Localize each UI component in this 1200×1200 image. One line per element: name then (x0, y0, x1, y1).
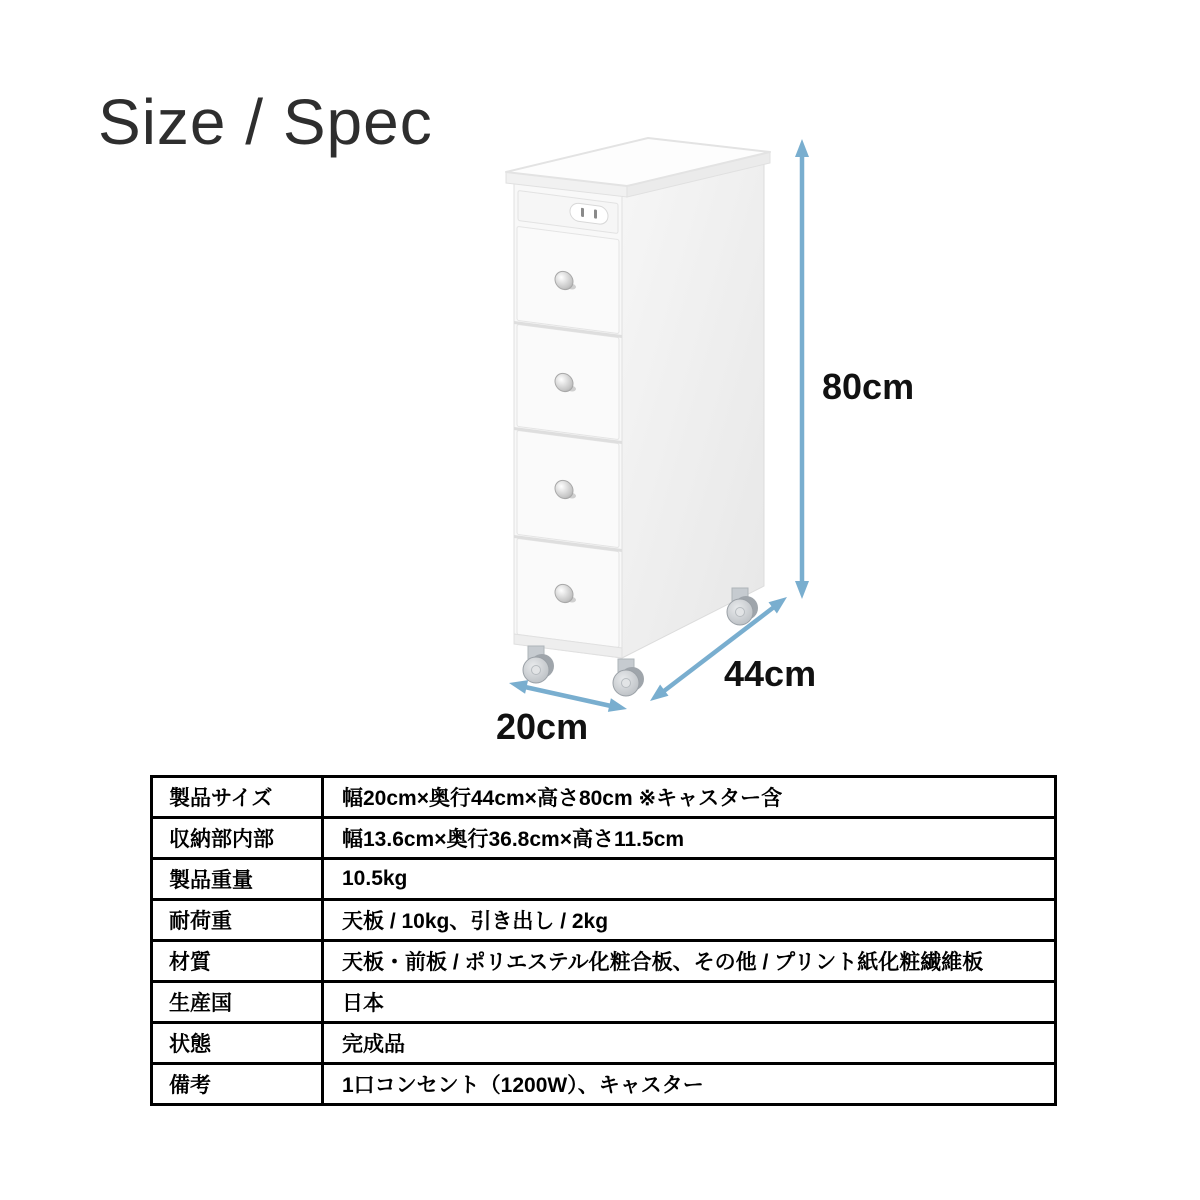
table-row (152, 982, 1056, 1023)
spec-value: 10.5kg (323, 859, 1056, 900)
spec-value: 天板・前板 / ポリエステル化粧合板、その他 / プリント紙化粧繊維板 (323, 941, 1056, 982)
table-row (152, 777, 1056, 818)
caster-wheel (523, 646, 554, 683)
spec-label: 耐荷重 (152, 900, 323, 941)
table-row (152, 900, 1056, 941)
spec-label: 材質 (152, 941, 323, 982)
table-row (152, 1064, 1056, 1105)
table-row (152, 818, 1056, 859)
spec-label: 製品サイズ (152, 777, 323, 818)
spec-value: 完成品 (323, 1023, 1056, 1064)
spec-value: 幅13.6cm×奥行36.8cm×高さ11.5cm (323, 818, 1056, 859)
cabinet-illustration (506, 138, 770, 696)
width-dimension-label: 20cm (496, 706, 589, 747)
spec-table (150, 775, 1057, 1106)
spec-value: 日本 (323, 982, 1056, 1023)
spec-value: 1口コンセント（1200W）、キャスター (323, 1064, 1056, 1105)
spec-label: 生産国 (152, 982, 323, 1023)
table-row (152, 941, 1056, 982)
spec-value: 天板 / 10kg、引き出し / 2kg (323, 900, 1056, 941)
caster-wheel (727, 588, 758, 625)
spec-label: 状態 (152, 1023, 323, 1064)
spec-value: 幅20cm×奥行44cm×高さ80cm ※キャスター含 (323, 777, 1056, 818)
depth-dimension-label: 44cm (724, 653, 817, 694)
spec-label: 製品重量 (152, 859, 323, 900)
height-dimension-label: 80cm (822, 366, 915, 407)
page-title: Size / Spec (98, 86, 433, 158)
table-row (152, 859, 1056, 900)
height-arrow (795, 139, 809, 599)
spec-label: 備考 (152, 1064, 323, 1105)
cabinet-side-panel (622, 162, 764, 658)
table-row (152, 1023, 1056, 1064)
caster-wheel (613, 659, 644, 696)
spec-label: 収納部内部 (152, 818, 323, 859)
